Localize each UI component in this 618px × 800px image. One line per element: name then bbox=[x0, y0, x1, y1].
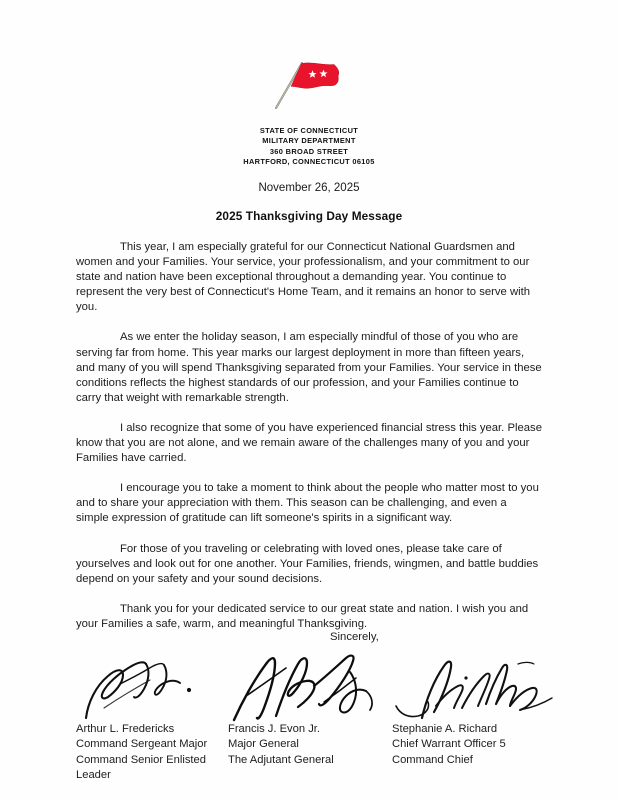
signatory-2 bbox=[228, 650, 398, 784]
letterhead-line-1: STATE OF CONNECTICUT bbox=[259, 126, 359, 135]
signatory-title-line: Major General bbox=[228, 738, 299, 751]
body-paragraph: Thank you for your dedicated service to our great state and nation. I wish you and your Families a safe, warm, and meaningful Thanksgiving. bbox=[76, 602, 529, 630]
signatory-title-line: Command Chief bbox=[392, 753, 473, 766]
signature-block bbox=[76, 650, 546, 784]
letterhead-line-4: HARTFORD, CONNECTICUT 06105 bbox=[243, 157, 375, 167]
signatory-name: Stephanie A. Richard bbox=[392, 723, 498, 735]
signatory-3 bbox=[392, 650, 562, 784]
signatory-title-line: The Adjutant General bbox=[228, 753, 334, 766]
body-paragraph: I encourage you to take a moment to think about the people who matter most to you and to share your appreciation with them. This season can be challenging, and even a simple expression of gratitude can lift someone's spirits in a significant way. bbox=[76, 482, 539, 525]
letter-body bbox=[76, 240, 542, 647]
signatory-title-line: Command Senior Enlisted bbox=[76, 753, 206, 766]
letterhead-line-2: MILITARY DEPARTMENT bbox=[262, 136, 356, 146]
letterhead bbox=[0, 58, 618, 168]
signatory-name: Francis J. Evon Jr. bbox=[228, 723, 321, 735]
signatory-title-line: Chief Warrant Officer 5 bbox=[392, 738, 506, 751]
letterhead-address bbox=[0, 126, 618, 168]
body-paragraph: For those of you traveling or celebrating with loved ones, please take care of yourselves and look out for one another. Your Families, friends, wingmen, and battle buddies depend on your safety and your sound decisions. bbox=[76, 542, 539, 585]
signatory-1 bbox=[76, 650, 238, 784]
body-paragraph: This year, I am especially grateful for our Connecticut National Guardsmen and women and your Families. Your service, your professionalism, and your commitment to our state and nation have been exceptional throughout a demanding year. You continue to represent the very best of Connecticut's Home Team, and it remains an honor to serve with you. bbox=[76, 241, 531, 314]
two-star-general-officer-flag-icon bbox=[268, 58, 350, 110]
signatory-title-line: Leader bbox=[76, 769, 111, 782]
handwritten-signature-icon bbox=[392, 650, 562, 722]
body-paragraph: As we enter the holiday season, I am especially mindful of those of you who are serving far from home. This year marks our largest deployment in more than fifteen years, and many of you will spend Thanksgiving separated from your Families. Your service in these conditions reflects the highest standards of our profession, and your Families continue to carry that weight with remarkable strength. bbox=[76, 331, 542, 404]
letterhead-line-3: 360 BROAD STREET bbox=[269, 146, 349, 156]
handwritten-signature-icon bbox=[228, 650, 398, 722]
signatory-name: Arthur L. Fredericks bbox=[76, 723, 175, 735]
page-title: 2025 Thanksgiving Day Message bbox=[215, 209, 403, 223]
handwritten-signature-icon bbox=[76, 650, 236, 722]
body-paragraph: I also recognize that some of you have experienced financial stress this year. Please know that you are not alone, and we remain aware of the challenges many of you and your Families have carried. bbox=[76, 421, 542, 465]
closing-salutation: Sincerely, bbox=[330, 631, 379, 643]
letter-date: November 26, 2025 bbox=[258, 182, 360, 194]
signatory-title-line: Command Sergeant Major bbox=[76, 738, 208, 751]
